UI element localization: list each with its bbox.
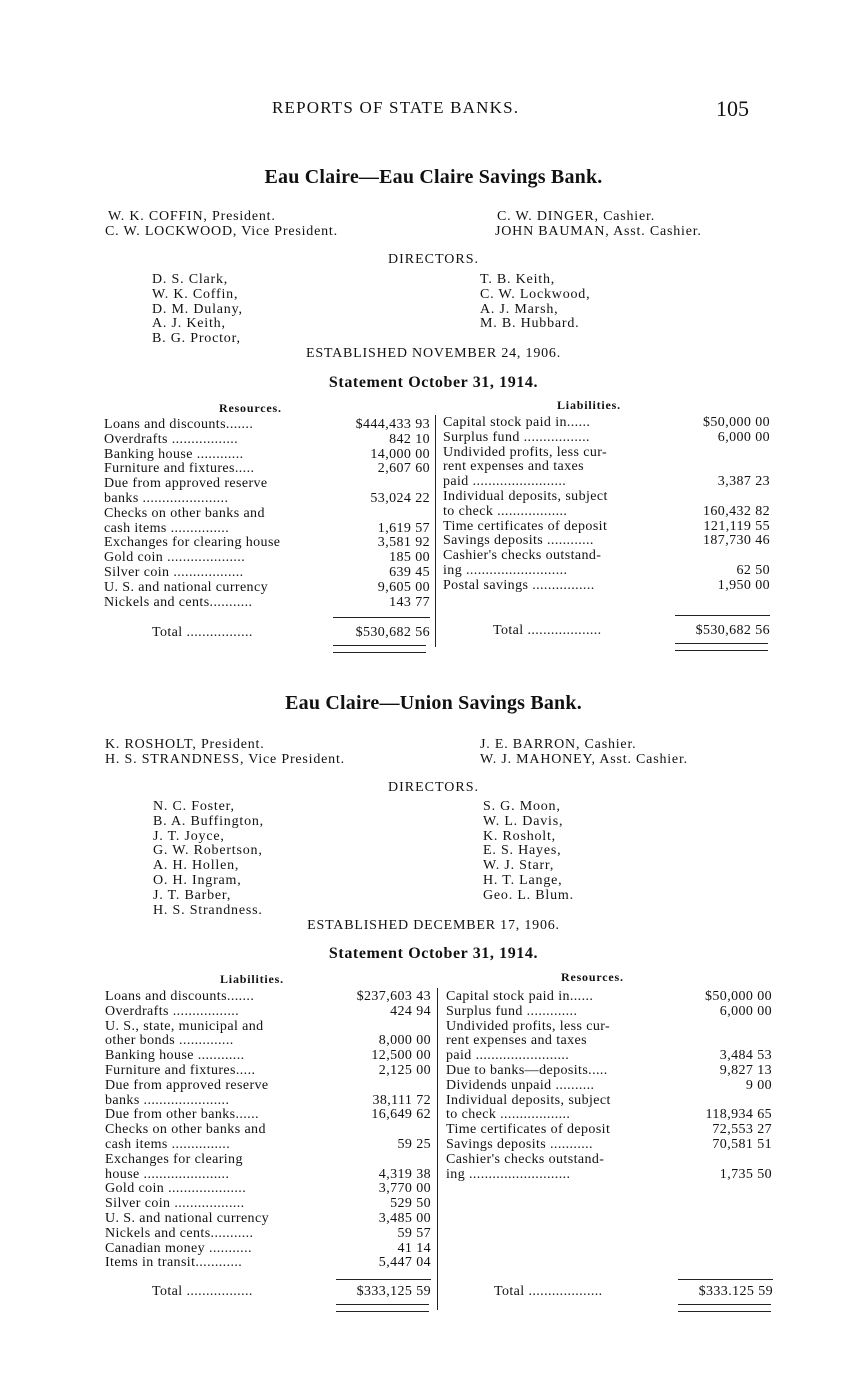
director-name: B. A. Buffington,: [153, 813, 264, 829]
officer-left: K. ROSHOLT, President.: [105, 737, 265, 752]
directors-right-column: [483, 800, 574, 904]
ledger-label: Gold coin ....................: [104, 550, 246, 566]
ledger-row: [105, 1108, 431, 1123]
ledger-row: [446, 1064, 772, 1079]
ledger-row: [104, 477, 430, 492]
total-label: Total ...................: [493, 623, 602, 638]
ledger-row: [446, 1123, 772, 1138]
ledger-row: [446, 1079, 772, 1094]
bank-title: Eau Claire—Union Savings Bank.: [285, 692, 582, 714]
ledger-row: [104, 566, 430, 581]
ledger-amount: 12,500 00: [371, 1048, 431, 1064]
ledger-amount: 3,581 92: [377, 535, 430, 551]
ledger-label: Nickels and cents...........: [104, 594, 253, 610]
ledger-amount: 70,581 51: [712, 1136, 772, 1152]
ledger-row: [104, 536, 430, 551]
ledger-label: Checks on other banks and: [104, 505, 265, 521]
column-heading-right: Resources.: [561, 970, 624, 984]
ledger-row: [446, 1153, 772, 1168]
sum-rule: [333, 617, 430, 618]
ledger-row: [104, 492, 430, 507]
ledger-row: [105, 1242, 431, 1257]
total-row-left: [152, 1284, 431, 1300]
double-rule: [678, 1304, 771, 1312]
ledger-label: paid ........................: [446, 1048, 570, 1064]
ledger-label: Furniture and fixtures.....: [105, 1062, 256, 1078]
ledger-label: Dividends unpaid ..........: [446, 1077, 595, 1093]
officer-right: J. E. BARRON, Cashier.: [480, 737, 637, 752]
double-rule: [336, 1304, 429, 1312]
ledger-row: [105, 1256, 431, 1271]
ledger-label: Savings deposits ............: [443, 533, 594, 549]
ledger-amount: 9,827 13: [719, 1062, 772, 1078]
ledger-amount: 3,485 00: [378, 1210, 431, 1226]
ledger-amount: 16,649 62: [371, 1107, 431, 1123]
ledger-row: [104, 462, 430, 477]
running-title: REPORTS OF STATE BANKS.: [272, 98, 520, 117]
ledger-row: [443, 564, 770, 579]
ledger-label: U. S., state, municipal and: [105, 1018, 264, 1034]
ledger-row: [446, 1138, 772, 1153]
total-row-right: [493, 623, 770, 639]
ledger-row: [105, 1182, 431, 1197]
ledger-amount: $50,000 00: [705, 989, 772, 1004]
ledger-amount: 53,024 22: [370, 490, 430, 506]
ledger-label: Exchanges for clearing: [105, 1151, 243, 1167]
ledger-amount: 8,000 00: [378, 1033, 431, 1049]
ledger-label: U. S. and national currency: [105, 1210, 269, 1226]
total-amount: $530,682 56: [355, 625, 430, 640]
director-name: A. J. Keith,: [152, 316, 226, 332]
ledger-label: Silver coin ..................: [104, 564, 244, 580]
ledger-amount: 118,934 65: [705, 1107, 772, 1123]
ledger-amount: 3,387 23: [717, 474, 770, 490]
ledger-row: [104, 581, 430, 596]
ledger-amount: 2,125 00: [378, 1062, 431, 1078]
total-amount: $333.125 59: [698, 1284, 773, 1299]
ledger-label: to check ..................: [446, 1107, 571, 1123]
ledger-row: [105, 1197, 431, 1212]
ledger-row: [443, 520, 770, 535]
ledger-amount: 143 77: [389, 594, 430, 610]
ledger-label: Individual deposits, subject: [446, 1092, 611, 1108]
director-name: T. B. Keith,: [480, 272, 556, 287]
director-name: W. J. Starr,: [483, 858, 555, 874]
total-amount: $530,682 56: [695, 623, 770, 638]
ledger-amount: 424 94: [390, 1003, 431, 1019]
ledger-label: Capital stock paid in......: [446, 989, 594, 1004]
ledger-label: Postal savings ................: [443, 577, 595, 593]
directors-heading: DIRECTORS.: [387, 780, 480, 795]
ledger-label: rent expenses and taxes: [443, 459, 584, 475]
director-name: A. J. Marsh,: [480, 301, 559, 317]
ledger-row: [105, 1138, 431, 1153]
total-row-left: [152, 625, 430, 641]
ledger-amount: 72,553 27: [712, 1122, 772, 1138]
ledger-row: [104, 551, 430, 566]
ledger-amount: $237,603 43: [356, 989, 431, 1004]
ledger-label: to check ..................: [443, 503, 568, 519]
ledger-label: Nickels and cents...........: [105, 1225, 254, 1241]
ledger-label: Surplus fund .............: [446, 1003, 578, 1019]
ledger-amount: 121,119 55: [703, 518, 770, 534]
column-heading-right: Liabilities.: [557, 398, 621, 412]
ledger-amount: 3,484 53: [719, 1048, 772, 1064]
ledger-row: [446, 1049, 772, 1064]
ledger-label: Banking house ............: [105, 1048, 245, 1064]
established-date: ESTABLISHED DECEMBER 17, 1906.: [307, 918, 560, 933]
bank-title: Eau Claire—Eau Claire Savings Bank.: [264, 166, 603, 188]
ledger-label: Time certificates of deposit: [446, 1122, 611, 1138]
director-name: W. L. Davis,: [483, 813, 564, 829]
ledger-row: [443, 446, 770, 461]
ledger-amount: 842 10: [389, 431, 430, 447]
ledger-row: [443, 416, 770, 431]
double-rule: [333, 645, 426, 653]
column-divider: [437, 988, 438, 1310]
ledger-label: Checks on other banks and: [105, 1122, 266, 1138]
ledger-label: Gold coin ....................: [105, 1181, 247, 1197]
ledger-row: [105, 1064, 431, 1079]
ledger-label: Due to banks—deposits.....: [446, 1062, 608, 1078]
ledger-label: Exchanges for clearing house: [104, 535, 281, 551]
ledger-row: [104, 418, 430, 433]
ledger-row: [104, 596, 430, 611]
directors-heading: DIRECTORS.: [387, 252, 480, 267]
ledger-row: [105, 1094, 431, 1109]
ledger-label: Cashier's checks outstand-: [443, 548, 602, 564]
ledger-amount: 9,605 00: [377, 579, 430, 595]
ledger-label: house ......................: [105, 1166, 230, 1182]
ledger-amount: 38,111 72: [372, 1092, 431, 1108]
ledger-row: [104, 448, 430, 463]
director-name: C. W. Lockwood,: [480, 286, 591, 302]
ledger-right: [446, 990, 772, 1182]
director-name: K. Rosholt,: [483, 828, 556, 844]
ledger-amount: 3,770 00: [378, 1181, 431, 1197]
ledger-row: [105, 1227, 431, 1242]
ledger-label: ing ..........................: [443, 562, 568, 578]
director-name: G. W. Robertson,: [153, 843, 263, 859]
ledger-left: [105, 990, 431, 1271]
director-name: H. S. Strandness.: [153, 902, 263, 918]
ledger-amount: 41 14: [397, 1240, 431, 1256]
column-divider: [435, 415, 436, 647]
director-name: A. H. Hollen,: [153, 858, 240, 874]
ledger-right: [443, 416, 770, 594]
ledger-label: banks ......................: [104, 490, 229, 506]
ledger-amount: 1,735 50: [719, 1166, 772, 1182]
ledger-label: Individual deposits, subject: [443, 488, 608, 504]
ledger-amount: 59 57: [397, 1225, 431, 1241]
officer-right: W. J. MAHONEY, Asst. Cashier.: [480, 752, 688, 767]
ledger-label: Due from other banks......: [105, 1107, 259, 1123]
ledger-row: [104, 433, 430, 448]
director-name: S. G. Moon,: [483, 799, 561, 814]
ledger-row: [443, 431, 770, 446]
ledger-label: Time certificates of deposit: [443, 518, 608, 534]
ledger-label: cash items ...............: [105, 1136, 231, 1152]
ledger-label: Capital stock paid in......: [443, 415, 591, 430]
ledger-label: Undivided profits, less cur-: [443, 444, 608, 460]
total-label: Total ...................: [494, 1284, 603, 1299]
officer-left: W. K. COFFIN, President.: [108, 209, 276, 224]
officer-right: JOHN BAUMAN, Asst. Cashier.: [495, 224, 702, 239]
director-name: N. C. Foster,: [153, 799, 235, 814]
statement-heading: Statement October 31, 1914.: [328, 374, 539, 391]
ledger-label: rent expenses and taxes: [446, 1033, 587, 1049]
ledger-amount: $50,000 00: [703, 415, 770, 430]
ledger-row: [105, 1079, 431, 1094]
director-name: M. B. Hubbard.: [480, 316, 580, 332]
director-name: H. T. Lange,: [483, 872, 563, 888]
director-name: D. S. Clark,: [152, 272, 229, 287]
total-row-right: [494, 1284, 773, 1300]
ledger-label: paid ........................: [443, 474, 567, 490]
ledger-left: [104, 418, 430, 610]
ledger-amount: 62 50: [736, 562, 770, 578]
ledger-amount: $444,433 93: [355, 417, 430, 432]
ledger-row: [443, 549, 770, 564]
ledger-amount: 9 00: [745, 1077, 772, 1093]
ledger-row: [446, 1020, 772, 1035]
ledger-row: [105, 990, 431, 1005]
ledger-row: [443, 505, 770, 520]
total-amount: $333,125 59: [356, 1284, 431, 1299]
ledger-label: Surplus fund .................: [443, 429, 590, 445]
ledger-label: Banking house ............: [104, 446, 244, 462]
ledger-row: [446, 990, 772, 1005]
ledger-amount: 1,950 00: [717, 577, 770, 593]
ledger-row: [443, 534, 770, 549]
ledger-row: [443, 460, 770, 475]
ledger-row: [446, 1094, 772, 1109]
ledger-label: Silver coin ..................: [105, 1196, 245, 1212]
ledger-label: U. S. and national currency: [104, 579, 268, 595]
column-heading-left: Resources.: [219, 401, 282, 415]
ledger-row: [105, 1005, 431, 1020]
ledger-row: [443, 490, 770, 505]
established-date: ESTABLISHED NOVEMBER 24, 1906.: [305, 346, 562, 361]
ledger-row: [443, 579, 770, 594]
ledger-row: [446, 1034, 772, 1049]
officer-left: C. W. LOCKWOOD, Vice President.: [105, 224, 338, 239]
ledger-row: [105, 1153, 431, 1168]
ledger-label: Items in transit............: [105, 1255, 243, 1271]
ledger-row: [105, 1212, 431, 1227]
director-name: D. M. Dulany,: [152, 301, 243, 317]
ledger-amount: 160,432 82: [703, 503, 770, 519]
ledger-amount: 639 45: [389, 564, 430, 580]
director-name: E. S. Hayes,: [483, 843, 562, 859]
ledger-amount: 59 25: [397, 1136, 431, 1152]
ledger-amount: 4,319 38: [378, 1166, 431, 1182]
director-name: B. G. Proctor,: [152, 331, 241, 347]
ledger-label: Savings deposits ...........: [446, 1136, 593, 1152]
statement-heading: Statement October 31, 1914.: [328, 945, 539, 962]
ledger-amount: 6,000 00: [717, 429, 770, 445]
ledger-row: [105, 1123, 431, 1138]
ledger-amount: 1,619 57: [377, 520, 430, 536]
director-name: W. K. Coffin,: [152, 286, 239, 302]
ledger-row: [446, 1108, 772, 1123]
ledger-label: Canadian money ...........: [105, 1240, 252, 1256]
ledger-row: [105, 1049, 431, 1064]
ledger-amount: 5,447 04: [378, 1255, 431, 1271]
ledger-row: [446, 1005, 772, 1020]
page-number: 105: [716, 96, 749, 121]
ledger-label: Overdrafts .................: [104, 431, 239, 447]
directors-right-column: [480, 273, 590, 332]
ledger-label: Cashier's checks outstand-: [446, 1151, 605, 1167]
ledger-label: ing ..........................: [446, 1166, 571, 1182]
column-heading-left: Liabilities.: [220, 972, 284, 986]
total-label: Total .................: [152, 625, 253, 640]
ledger-label: cash items ...............: [104, 520, 230, 536]
director-name: J. T. Barber,: [153, 887, 232, 903]
ledger-label: Due from approved reserve: [104, 476, 268, 492]
directors-left-column: [152, 273, 243, 347]
ledger-amount: 185 00: [389, 550, 430, 566]
director-name: J. T. Joyce,: [153, 828, 225, 844]
ledger-amount: 187,730 46: [703, 533, 770, 549]
ledger-label: Loans and discounts.......: [105, 989, 255, 1004]
ledger-row: [104, 522, 430, 537]
ledger-row: [104, 507, 430, 522]
ledger-row: [105, 1168, 431, 1183]
sum-rule: [675, 615, 770, 616]
ledger-label: Loans and discounts.......: [104, 417, 254, 432]
ledger-amount: 6,000 00: [719, 1003, 772, 1019]
ledger-amount: 14,000 00: [370, 446, 430, 462]
ledger-label: Undivided profits, less cur-: [446, 1018, 611, 1034]
ledger-row: [446, 1168, 772, 1183]
officer-right: C. W. DINGER, Cashier.: [497, 209, 655, 224]
sum-rule: [336, 1279, 431, 1280]
ledger-label: Due from approved reserve: [105, 1077, 269, 1093]
ledger-row: [105, 1020, 431, 1035]
ledger-row: [105, 1034, 431, 1049]
ledger-label: Overdrafts .................: [105, 1003, 240, 1019]
officer-left: H. S. STRANDNESS, Vice President.: [105, 752, 345, 767]
running-header: [0, 96, 867, 122]
double-rule: [675, 643, 768, 651]
director-name: Geo. L. Blum.: [483, 887, 574, 903]
ledger-label: banks ......................: [105, 1092, 230, 1108]
ledger-row: [443, 475, 770, 490]
director-name: O. H. Ingram,: [153, 872, 242, 888]
ledger-label: other bonds ..............: [105, 1033, 234, 1049]
sum-rule: [678, 1279, 773, 1280]
ledger-label: Furniture and fixtures.....: [104, 461, 255, 477]
directors-left-column: [153, 800, 264, 918]
ledger-amount: 2,607 60: [377, 461, 430, 477]
ledger-amount: 529 50: [390, 1196, 431, 1212]
total-label: Total .................: [152, 1284, 253, 1299]
